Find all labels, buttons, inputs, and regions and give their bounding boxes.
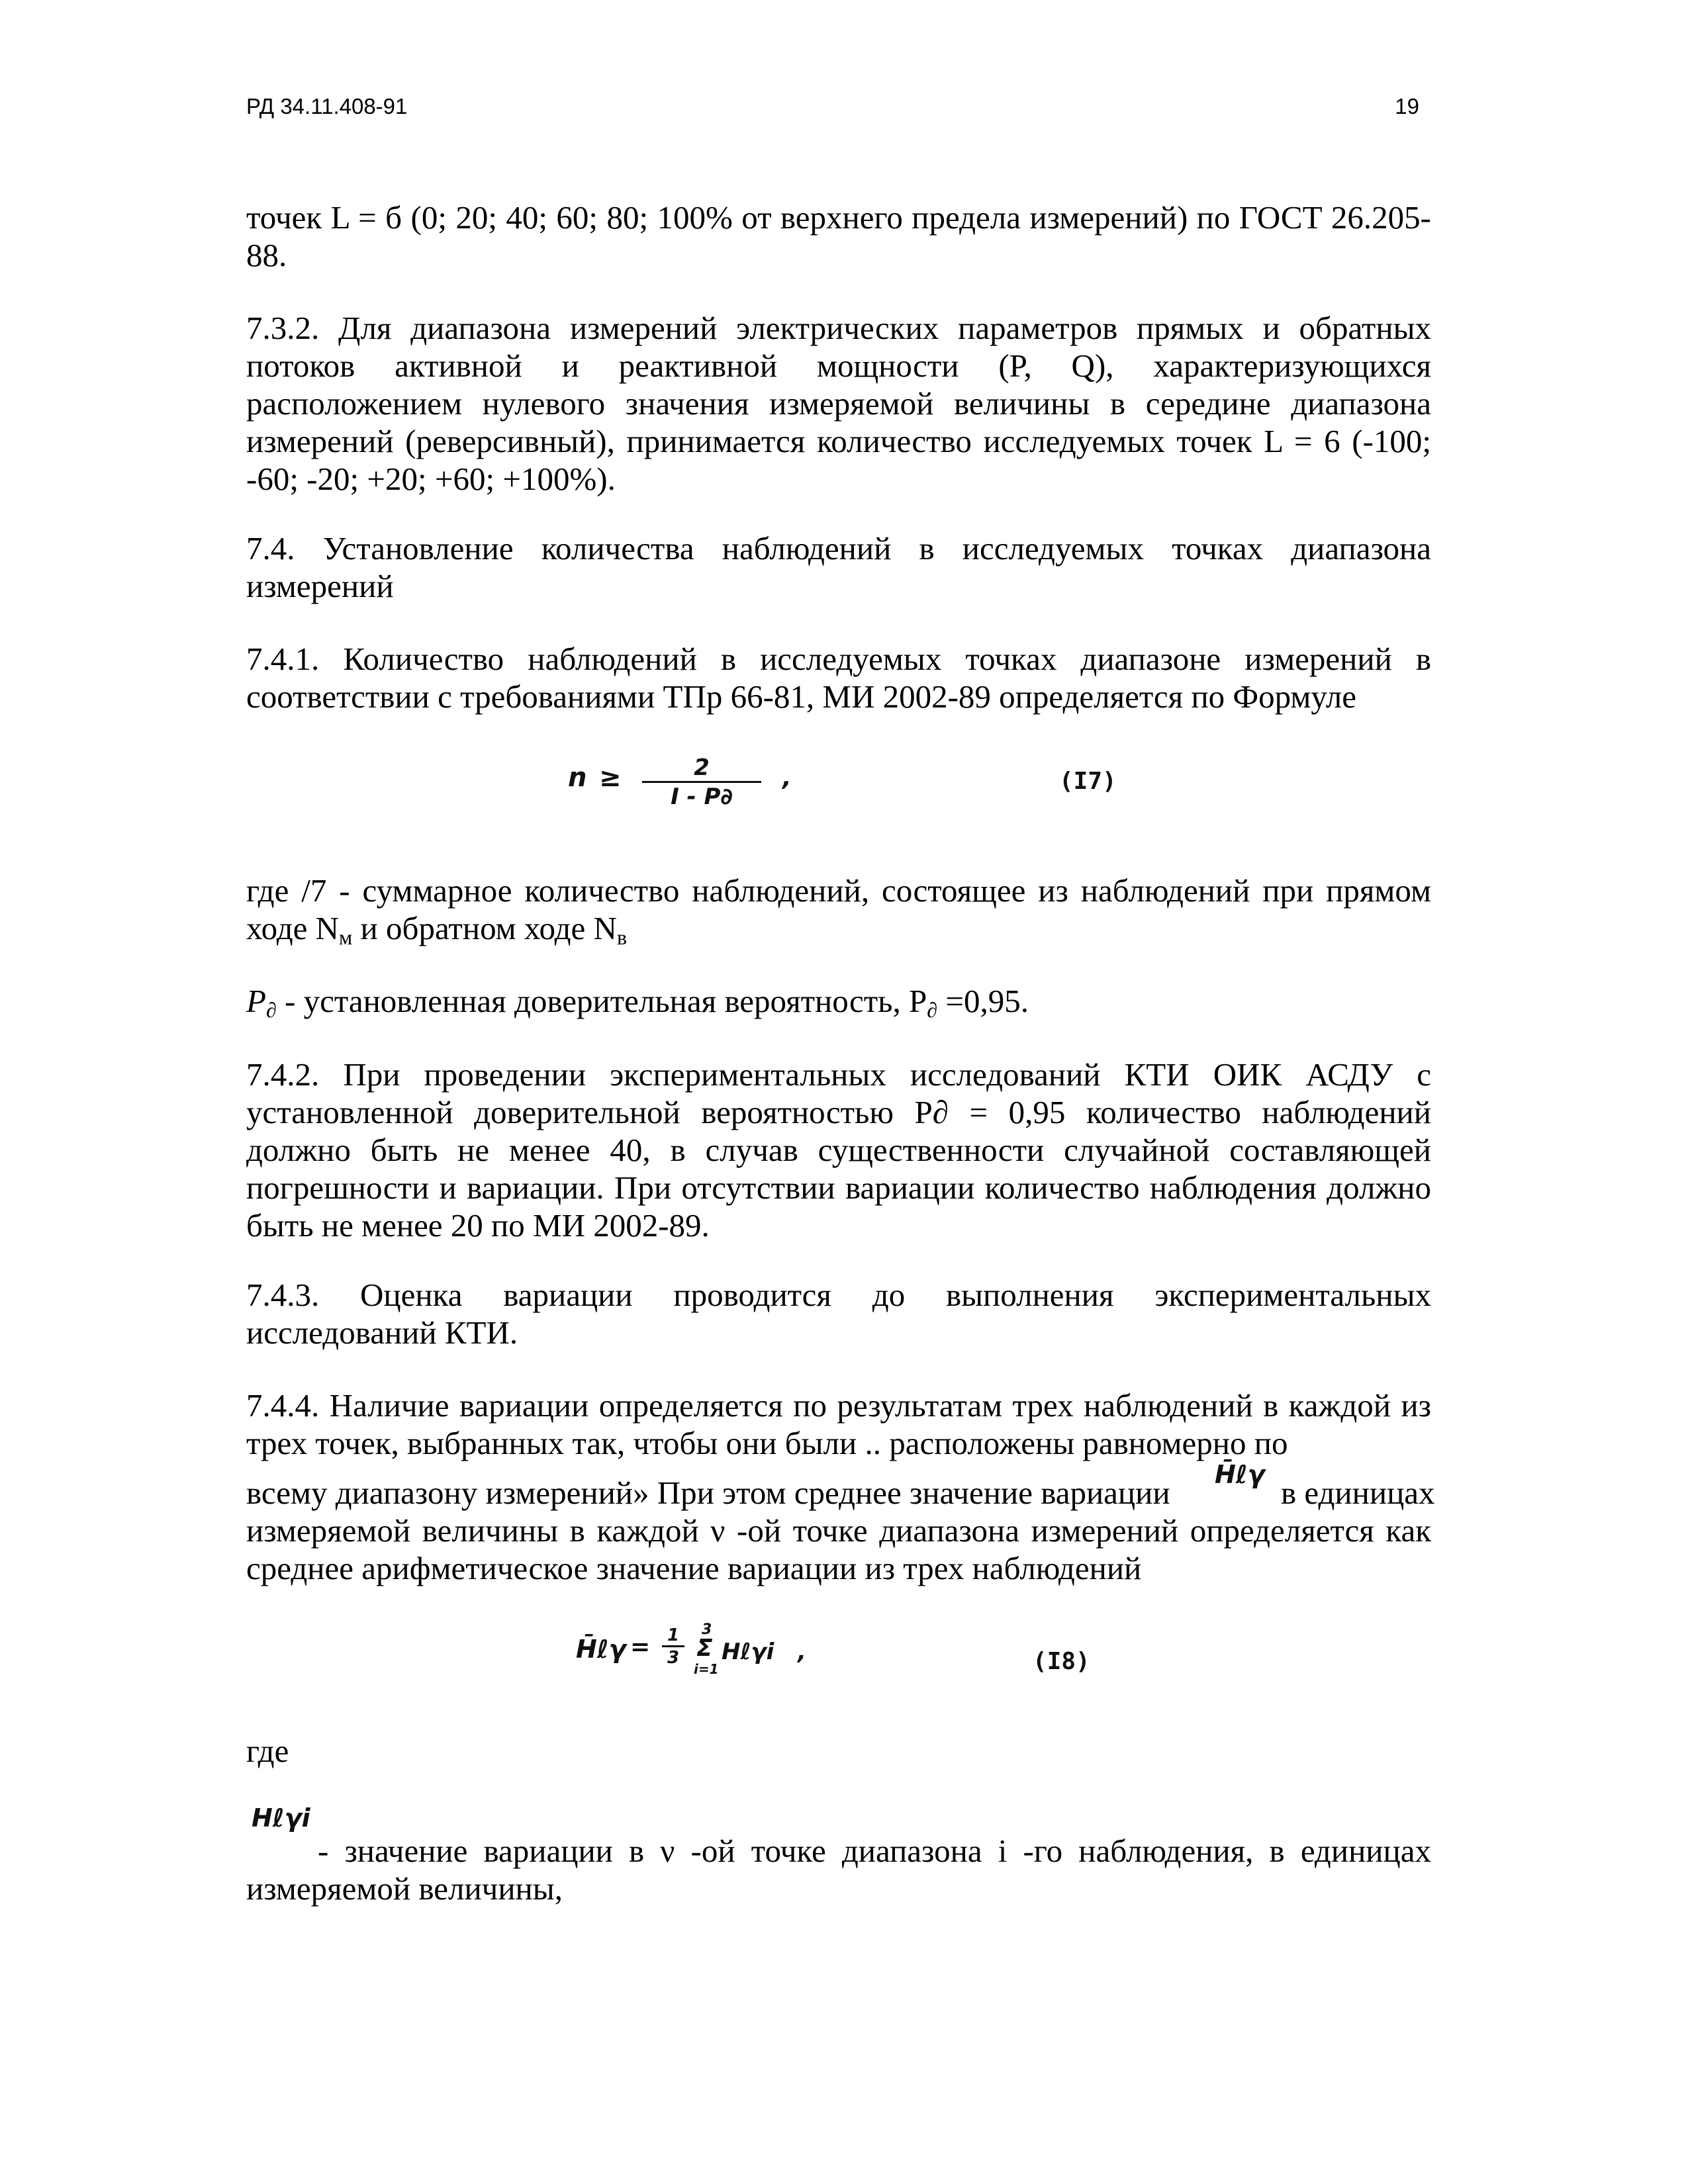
paragraph-7-4-4-line3: всему диапазону измерений» При этом среднее значение вариации [246,1475,1170,1511]
formula-18-sum-sign: Σ [696,1635,713,1662]
formula-17-relation: ≥ [599,762,622,793]
paragraph-where-n: где /7 - суммарное количество наблюдений, состоящее из наблюдений при прямом ходе $N_м$ и обратном ходе $N_в$ [246,872,1431,949]
paragraph-where-2: где [246,1733,289,1769]
formula-17-lhs: n [568,762,587,793]
paragraph-variation-i-end: измеряемой величины, [246,1870,563,1907]
formula-18-sum-top: 3 [702,1621,712,1638]
paragraph-7-4-4: 7.4.4. Наличие вариации определяется по результатам трех наблюдений в каждой из трех точек, выбранных так, чтобы они были .. расположены равномерно по [246,1387,1431,1461]
paragraph-7-4-1: 7.4.1. Количество наблюдений в исследуемых точках диапазоне измерений в соответствии с требованиями ТПр 66-81, МИ 2002-89 определяется по Формуле [246,641,1431,715]
formula-18-coefficient: 1 3 [662,1625,684,1668]
formula-18-lhs: H̄ℓγ [576,1635,626,1664]
formula-17-fraction [642,754,761,811]
formula-18-sum-bottom: i=1 [694,1661,719,1677]
formula-17-comma: , [782,764,792,792]
paragraph-7-3-2: 7.3.2. Для диапазона измерений электрических параметров прямых и обратных потоков активной и реактивной мощности (P, Q), характеризующихся расположением нулевого значения измеряемой величины в середине диапазона измерений (реверсивный), принимается количество исследуемых точек L = 6 (-100; -60; -20; +20; +60; +100%). [246,310,1431,497]
paragraph-7-4-2: 7.4.2. При проведении экспериментальных исследований КТИ ОИК АСДУ с установленной доверительной вероятностью P∂ = 0,95 количество наблюдений должно быть не менее 40, в случав существенности случайной составляющей погрешности и вариации. При отсутствии вариации количество наблюдения должно быть не менее 20 по МИ 2002-89. [246,1056,1431,1244]
formula-18-comma: , [798,1639,806,1665]
formula-17-numerator: 2 [694,754,710,781]
paragraph-7-4-3: 7.4.3. Оценка вариации проводится до выполнения экспериментальных исследований КТИ. [246,1277,1431,1351]
paragraph-points: точек L = б (0; 20; 40; 60; 80; 100% от верхнего предела измерений) по ГОСТ 26.205-88. [246,199,1431,273]
formula-18-term: Hℓγi [722,1639,774,1665]
formula-18-number: (I8) [1033,1648,1090,1675]
variation-i-symbol: Hℓγi [252,1803,310,1833]
formula-17-number: (I7) [1059,768,1117,795]
mean-variation-symbol: H̄ℓγ [1215,1460,1265,1489]
page-number: 19 [1395,94,1419,118]
document-id: РД 34.11.408-91 [246,94,408,118]
paragraph-confidence: $P_\partial$ - установленная доверительная вероятность, $P_\partial =0,95$. [246,983,1029,1022]
paragraph-variation-i: - значение вариации в ν -ой точке диапазона i -го наблюдения, в единицах [318,1833,1431,1869]
paragraph-7-4-4-rest: измеряемой величины в каждой ν -ой точке диапазона измерений определяется как среднее арифметическое значение вариации из трех наблюдений [246,1512,1431,1586]
formula-18-equals: = [630,1633,651,1661]
paragraph-7-4-heading: 7.4. Установление количества наблюдений в исследуемых точках диапазона измерений [246,530,1431,604]
paragraph-7-4-4-units: в единицах [1281,1475,1435,1511]
formula-17-denominator: I - P∂ [671,784,733,810]
